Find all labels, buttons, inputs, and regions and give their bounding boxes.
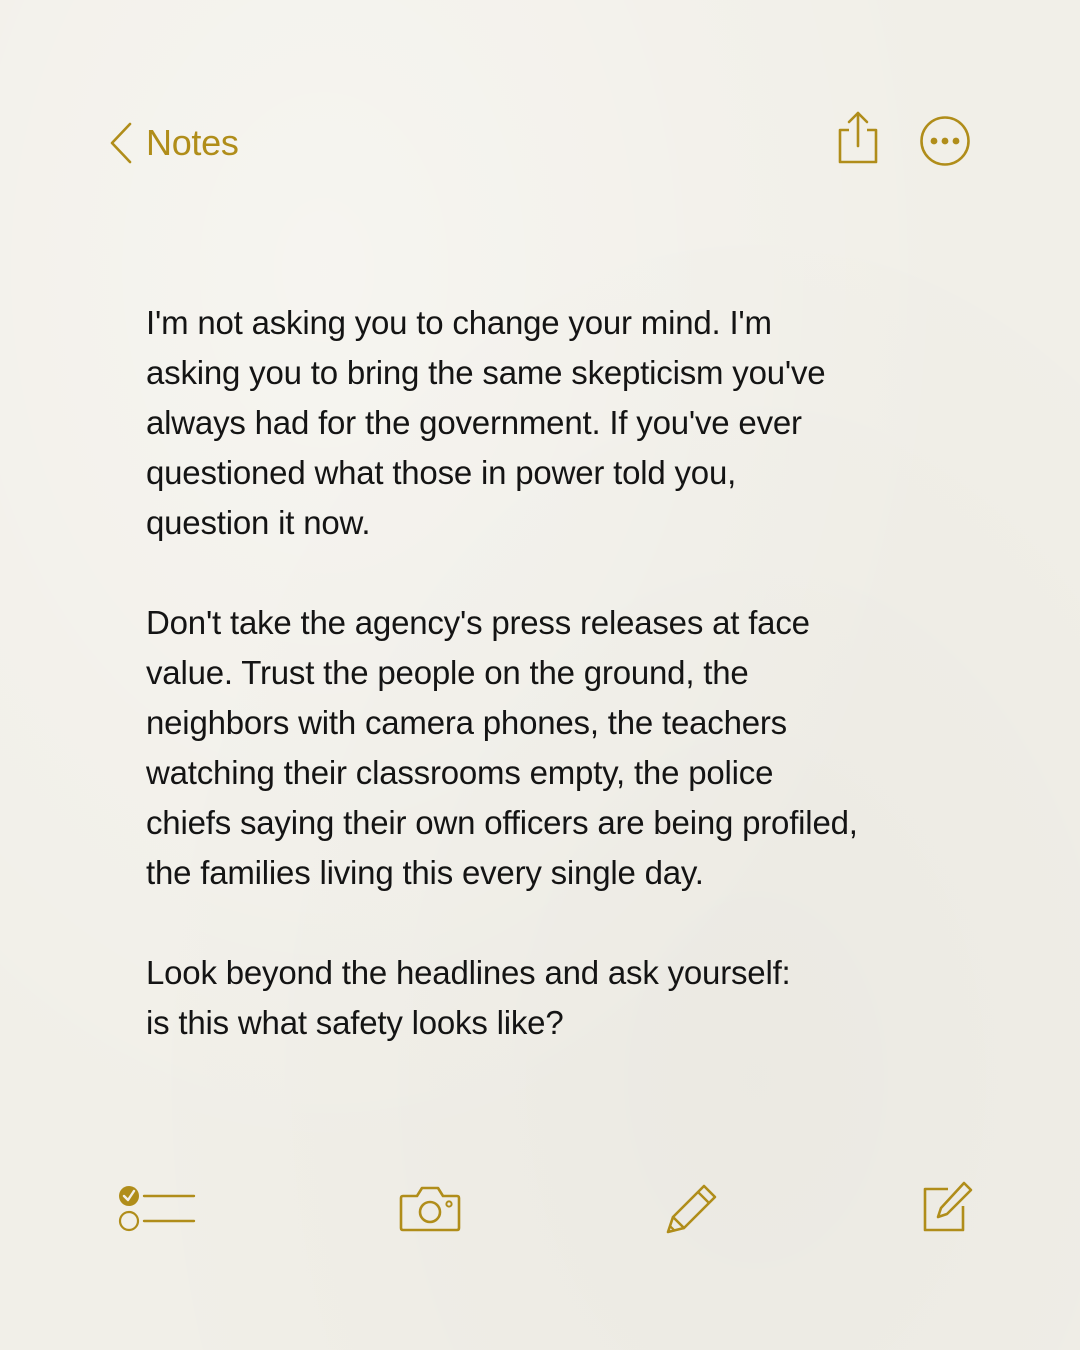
back-to-notes-button[interactable] [108, 118, 239, 168]
compose-icon [918, 1180, 974, 1236]
compose-new-note-button[interactable] [918, 1180, 974, 1236]
more-options-button[interactable] [918, 114, 972, 168]
ellipsis-circle-icon [918, 114, 972, 168]
note-body[interactable] [146, 298, 946, 1048]
chevron-left-icon [108, 121, 134, 165]
note-paragraph: Look beyond the headlines and ask yourself: is this what safety looks like? [146, 954, 791, 1041]
checklist-icon [114, 1180, 198, 1236]
camera-button[interactable] [398, 1183, 462, 1235]
camera-icon [398, 1183, 462, 1235]
back-label: Notes [146, 122, 239, 163]
checklist-button[interactable] [114, 1180, 198, 1236]
share-button[interactable] [832, 110, 884, 166]
note-paragraph: Don't take the agency's press releases at face value. Trust the people on the ground, the neighbors with camera phones, the teachers watching their classrooms empty, the police chiefs saying their own officers are being profiled, the families living this every single day. [146, 604, 858, 891]
markup-button[interactable] [664, 1182, 720, 1236]
share-icon [832, 110, 884, 166]
note-paragraph: I'm not asking you to change your mind. I'm asking you to bring the same skepticism you've always had for the government. If you've ever questioned what those in power told you, question it now. [146, 304, 826, 541]
pencil-tip-icon [664, 1182, 720, 1236]
